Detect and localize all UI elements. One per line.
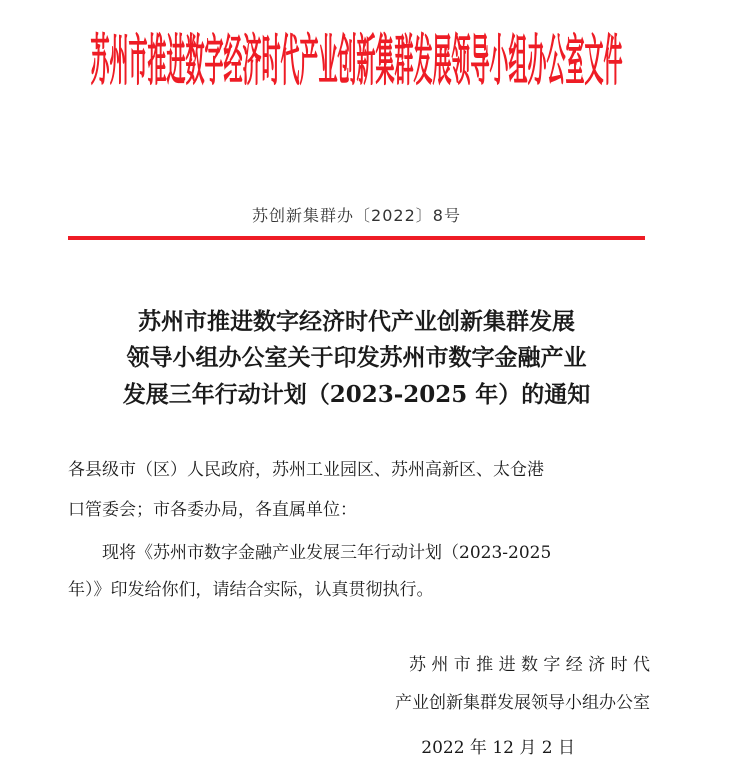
body-line: 现将《苏州市数字金融产业发展三年行动计划（2023-2025 (68, 543, 552, 563)
body-line: 年）》印发给你们，请结合实际，认真贯彻执行。 (68, 580, 434, 600)
issuer-title: 苏州市推进数字经济时代产业创新集群发展领导小组办公室文件 (90, 30, 623, 94)
notice-title-line: 领导小组办公室关于印发苏州市数字金融产业 (126, 344, 587, 371)
red-divider (68, 236, 645, 240)
notice-title-line: 发展三年行动计划（2023-2025 年）的通知 (122, 381, 591, 408)
document-number: 苏创新集群办〔2022〕8号 (252, 206, 461, 225)
issuer-header (68, 30, 645, 96)
body-line: 口管委会；市各委办局，各直属单位： (68, 500, 357, 520)
notice-title-line: 苏州市推进数字经济时代产业创新集群发展 (138, 308, 575, 335)
signature-line: 苏 州 市 推 进 数 字 经 济 时 代 (408, 655, 650, 675)
body-line: 各县级市（区）人民政府，苏州工业园区、苏州高新区、太仓港 (68, 460, 544, 480)
signature-line: 产业创新集群发展领导小组办公室 (395, 693, 650, 713)
signature-date: 2022 年 12 月 2 日 (421, 738, 575, 758)
